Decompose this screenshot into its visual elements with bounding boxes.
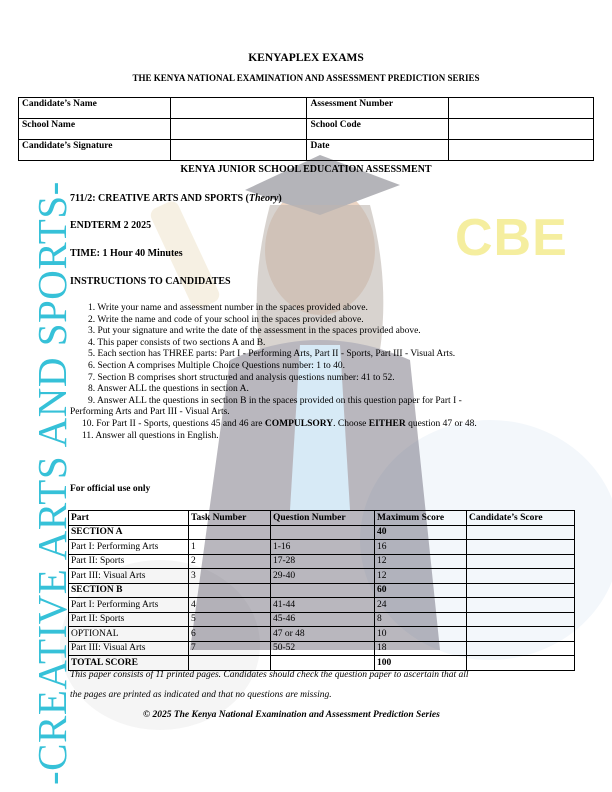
list-item: Performing Arts and Part III - Visual Arts.: [70, 407, 230, 418]
list-item: 11. Answer all questions in English.: [82, 430, 219, 441]
table-cell: 50-52: [271, 641, 375, 656]
table-row: [69, 598, 575, 613]
school-name-label: School Name: [19, 119, 171, 140]
paper-code-text: 711/2: CREATIVE ARTS AND SPORTS (: [70, 193, 249, 204]
table-cell: 100: [375, 656, 467, 671]
table-cell: 1-16: [271, 540, 375, 555]
candidate-signature-label: Candidate’s Signature: [19, 140, 171, 161]
instructions-heading: INSTRUCTIONS TO CANDIDATES: [70, 276, 231, 287]
column-header: Question Number: [271, 511, 375, 526]
table-cell: 3: [189, 569, 271, 584]
table-cell: Part I: Performing Arts: [69, 598, 189, 613]
list-item: 5. Each section has THREE parts: Part I - Performing Arts, Part II - Sports, Part III - Visual Arts.: [88, 349, 456, 360]
table-row: [19, 140, 594, 161]
table-cell: 10: [375, 627, 467, 642]
paper-theory-text: Theory: [248, 193, 279, 204]
table-cell: 29-40: [271, 569, 375, 584]
paper-close-paren: ): [278, 193, 282, 204]
list-item: 7. Section B comprises short structured and analysis questions number: 41 to 52.: [88, 372, 395, 383]
candidate-score-cell[interactable]: [467, 525, 575, 540]
candidate-score-cell[interactable]: [467, 641, 575, 656]
column-header: Part: [69, 511, 189, 526]
table-row: [69, 583, 575, 598]
pages-note-line-1: This paper consists of 11 printed pages. Candidates should check the question paper to ascertain that all: [70, 670, 469, 680]
column-header: Maximum Score: [375, 511, 467, 526]
compulsory-emphasis: COMPULSORY: [264, 418, 334, 429]
paper-code-title: [70, 193, 282, 204]
candidate-score-cell[interactable]: [467, 598, 575, 613]
candidate-signature-field[interactable]: [170, 140, 307, 161]
table-cell: [189, 656, 271, 671]
list-item: 1. Write your name and assessment number in the spaces provided above.: [88, 303, 368, 313]
table-cell: SECTION A: [69, 525, 189, 540]
candidate-score-cell[interactable]: [467, 627, 575, 642]
score-table: [68, 510, 575, 671]
table-cell: 12: [375, 569, 467, 584]
candidate-name-label: Candidate’s Name: [19, 98, 171, 119]
candidate-score-cell[interactable]: [467, 540, 575, 555]
table-cell: 45-46: [271, 612, 375, 627]
column-header: Task Number: [189, 511, 271, 526]
candidate-score-cell[interactable]: [467, 612, 575, 627]
list-item: 8. Answer ALL the questions in section A.: [88, 384, 249, 395]
list-item: [70, 419, 595, 431]
table-cell: Part II: Sports: [69, 554, 189, 569]
table-cell: 41-44: [271, 598, 375, 613]
table-cell: TOTAL SCORE: [69, 656, 189, 671]
table-header-row: [69, 511, 575, 526]
table-cell: 60: [375, 583, 467, 598]
table-row: [69, 525, 575, 540]
table-cell: OPTIONAL: [69, 627, 189, 642]
table-row: [69, 554, 575, 569]
table-row: [19, 119, 594, 140]
instructions-list: [70, 303, 595, 442]
side-title-text: -CREATIVE ARTS AND SPORTS-: [29, 181, 75, 785]
candidate-score-cell[interactable]: [467, 656, 575, 671]
school-name-field[interactable]: [170, 119, 307, 140]
list-item: 2. Write the name and code of your school in the spaces provided above.: [88, 314, 364, 325]
table-cell: 17-28: [271, 554, 375, 569]
date-field[interactable]: [449, 140, 594, 161]
table-cell: 47 or 48: [271, 627, 375, 642]
exam-term: ENDTERM 2 2025: [70, 220, 152, 231]
either-emphasis: EITHER: [368, 418, 406, 429]
table-row: [19, 98, 594, 119]
exam-brand-title: KENYAPLEX EXAMS: [248, 52, 364, 64]
table-cell: [271, 583, 375, 598]
copyright-notice: © 2025 The Kenya National Examination and Assessment Prediction Series: [143, 710, 440, 720]
table-cell: 6: [189, 627, 271, 642]
table-row: [69, 641, 575, 656]
cbe-watermark: CBE: [455, 209, 568, 267]
table-cell: Part II: Sports: [69, 612, 189, 627]
table-cell: Part I: Performing Arts: [69, 540, 189, 555]
table-cell: 2: [189, 554, 271, 569]
table-row: [69, 612, 575, 627]
exam-series-title: THE KENYA NATIONAL EXAMINATION AND ASSESSMENT PREDICTION SERIES: [132, 73, 480, 83]
school-code-field[interactable]: [449, 119, 594, 140]
pages-note-line-2: the pages are printed as indicated and that no questions are missing.: [70, 690, 332, 700]
table-cell: [271, 656, 375, 671]
table-cell: 12: [375, 554, 467, 569]
table-row: [69, 569, 575, 584]
list-item: 6. Section A comprises Multiple Choice Questions number: 1 to 40.: [88, 360, 346, 371]
exam-time: TIME: 1 Hour 40 Minutes: [70, 248, 183, 259]
table-cell: 18: [375, 641, 467, 656]
assessment-title: KENYA JUNIOR SCHOOL EDUCATION ASSESSMENT: [180, 164, 432, 175]
table-cell: [271, 525, 375, 540]
candidate-score-cell[interactable]: [467, 569, 575, 584]
table-cell: 4: [189, 598, 271, 613]
assessment-number-field[interactable]: [449, 98, 594, 119]
candidate-details-table: [18, 97, 594, 161]
table-cell: SECTION B: [69, 583, 189, 598]
instruction-10-part-b: . Choose: [333, 418, 369, 429]
table-cell: Part III: Visual Arts: [69, 641, 189, 656]
list-item: 3. Put your signature and write the date of the assessment in the spaces provided above.: [88, 326, 421, 337]
candidate-score-cell[interactable]: [467, 554, 575, 569]
table-cell: 40: [375, 525, 467, 540]
assessment-number-label: Assessment Number: [307, 98, 449, 119]
official-use-label: For official use only: [70, 484, 151, 494]
table-row: [69, 656, 575, 671]
date-label: Date: [307, 140, 449, 161]
instruction-10-part-c: question 47 or 48.: [405, 418, 477, 429]
instruction-10-part-a: 10. For Part II - Sports, questions 45 and 46 are: [82, 418, 265, 429]
column-header: Candidate’s Score: [467, 511, 575, 526]
table-cell: [189, 583, 271, 598]
school-code-label: School Code: [307, 119, 449, 140]
table-cell: 16: [375, 540, 467, 555]
table-cell: 7: [189, 641, 271, 656]
candidate-name-field[interactable]: [170, 98, 307, 119]
table-cell: [189, 525, 271, 540]
table-row: [69, 627, 575, 642]
table-cell: Part III: Visual Arts: [69, 569, 189, 584]
table-cell: 24: [375, 598, 467, 613]
table-cell: 8: [375, 612, 467, 627]
candidate-score-cell[interactable]: [467, 583, 575, 598]
table-cell: 5: [189, 612, 271, 627]
list-item: 9. Answer ALL the questions in section B in the spaces provided on this question paper for Part I -: [88, 395, 462, 406]
list-item: 4. This paper consists of two sections A and B.: [88, 337, 266, 348]
table-cell: 1: [189, 540, 271, 555]
table-row: [69, 540, 575, 555]
